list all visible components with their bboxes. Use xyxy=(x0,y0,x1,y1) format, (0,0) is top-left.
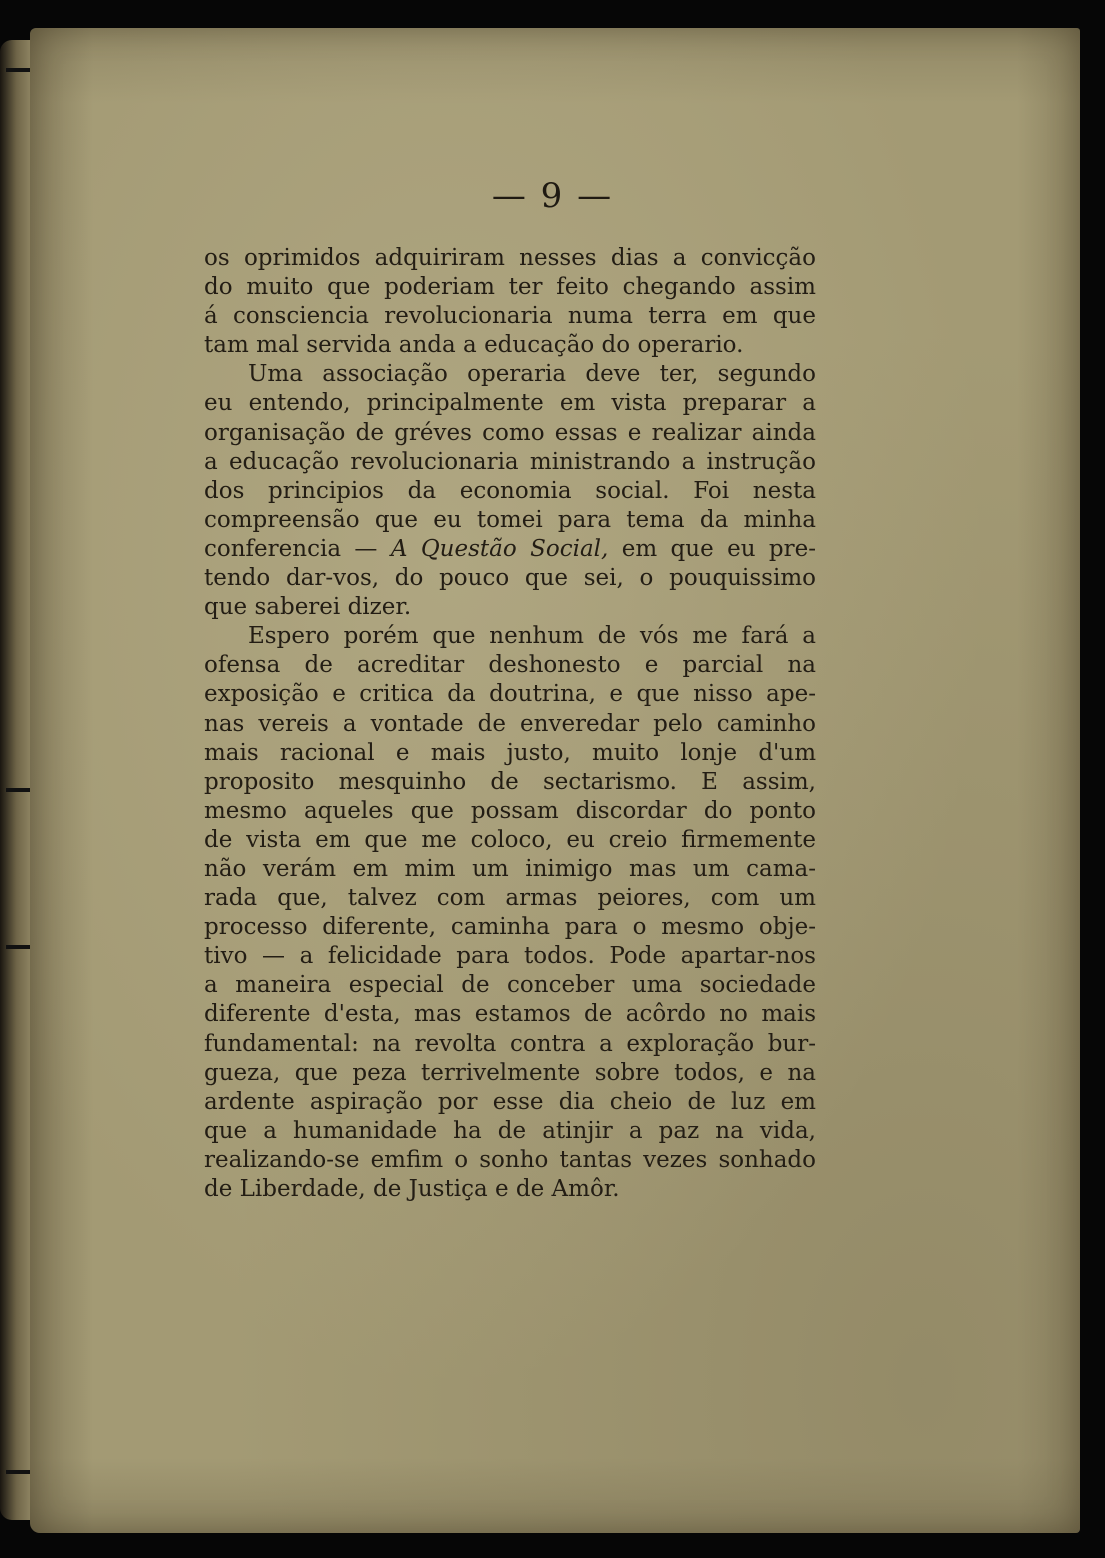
text-line: a educação revolucionaria ministrando a instrução xyxy=(204,448,816,475)
text-line: dos principios da economia social. Foi nesta xyxy=(204,477,816,504)
text-line: tam mal servida anda a educação do operario. xyxy=(204,332,744,359)
text-line: mais racional e mais justo, muito lonje d'um xyxy=(204,739,816,766)
page-number: — 9 — xyxy=(491,176,614,216)
text-line: realizando-se emfim o sonho tantas vezes sonhado xyxy=(204,1146,816,1173)
text-line: á consciencia revolucionaria numa terra em que xyxy=(204,303,816,330)
body-text xyxy=(204,244,816,1204)
text-line: que a humanidade ha de atinjir a paz na vida, xyxy=(204,1117,816,1144)
binding-mark xyxy=(6,945,32,949)
text-line: diferente d'esta, mas estamos de acôrdo no mais xyxy=(204,1001,816,1028)
book-spine xyxy=(0,40,30,1520)
text-line: que saberei dizer. xyxy=(204,594,412,621)
text-line: ardente aspiração por esse dia cheio de luz em xyxy=(204,1088,816,1115)
text-line: a maneira especial de conceber uma sociedade xyxy=(204,972,816,999)
lecture-title: A Questão Social, xyxy=(390,535,609,562)
text-line: nas vereis a vontade de enveredar pelo caminho xyxy=(204,710,816,737)
text-line: eu entendo, principalmente em vista preparar a xyxy=(204,390,816,417)
text-line: Uma associação operaria deve ter, segundo xyxy=(248,361,816,388)
text-fragment: em que eu pre- xyxy=(608,535,817,562)
text-line: organisação de gréves como essas e realizar ainda xyxy=(204,419,816,446)
text-line: tivo — a felicidade para todos. Pode apartar-nos xyxy=(204,943,816,970)
text-line: do muito que poderiam ter feito chegando assim xyxy=(204,274,816,301)
paragraph xyxy=(204,622,816,1204)
paragraph xyxy=(204,360,816,622)
paragraph xyxy=(204,244,816,360)
text-line: ofensa de acreditar deshonesto e parcial na xyxy=(204,652,816,679)
text-line: proposito mesquinho de sectarismo. E assim, xyxy=(204,768,816,795)
text-line: de vista em que me coloco, eu creio firmemente xyxy=(204,826,816,853)
text-fragment: conferencia — xyxy=(204,535,391,562)
text-line: de Liberdade, de Justiça e de Amôr. xyxy=(204,1176,620,1202)
text-line: fundamental: na revolta contra a exploração bur- xyxy=(204,1030,816,1057)
binding-mark xyxy=(6,1470,32,1474)
binding-mark xyxy=(6,788,32,792)
text-line: não verám em mim um inimigo mas um cama- xyxy=(204,855,816,882)
text-line: Espero porém que nenhum de vós me fará a xyxy=(248,623,816,650)
text-line: gueza, que peza terrivelmente sobre todos, e na xyxy=(204,1059,816,1086)
text-line-with-title xyxy=(204,535,816,564)
binding-mark xyxy=(6,68,32,72)
text-line: processo diferente, caminha para o mesmo obje- xyxy=(204,914,816,941)
text-line: os oprimidos adquiriram nesses dias a convicção xyxy=(204,245,816,271)
text-line: compreensão que eu tomei para tema da minha xyxy=(204,506,816,533)
text-line: rada que, talvez com armas peiores, com um xyxy=(204,885,816,912)
text-line: exposição e critica da doutrina, e que nisso ape- xyxy=(204,681,816,708)
text-line: mesmo aqueles que possam discordar do ponto xyxy=(204,797,816,824)
text-line: tendo dar-vos, do pouco que sei, o pouquissimo xyxy=(204,565,816,592)
